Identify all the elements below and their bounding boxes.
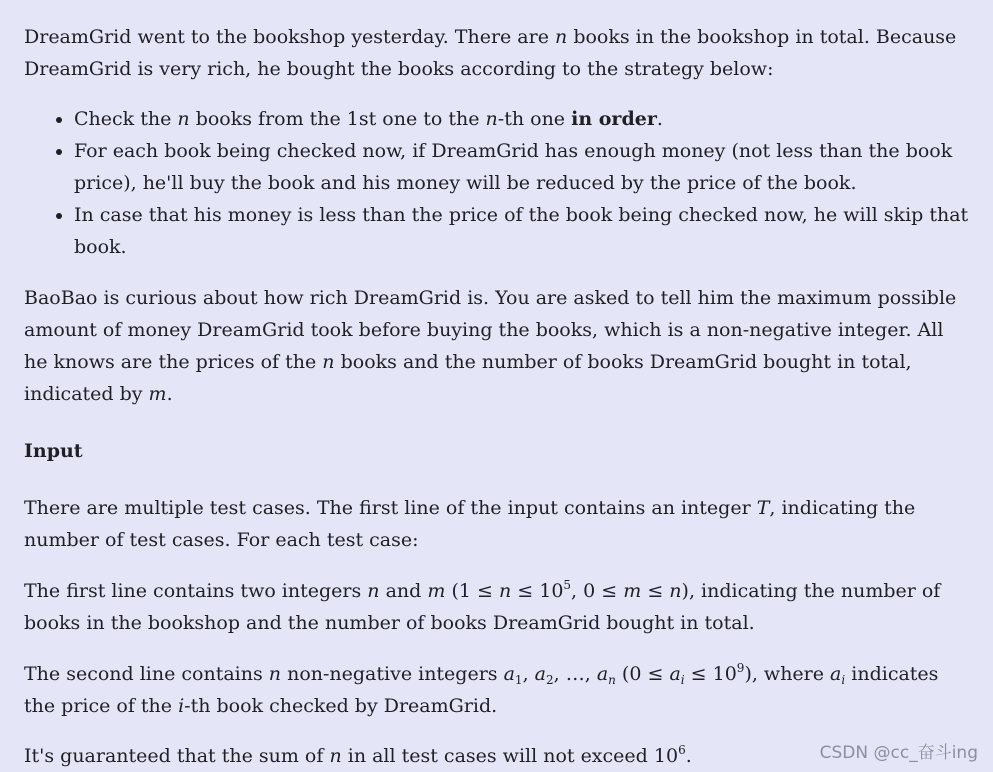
math-comma: , — [522, 663, 529, 685]
math-n: n — [555, 26, 568, 48]
math-n: n — [669, 580, 682, 602]
math-constraint: (0 ≤ — [621, 663, 664, 685]
p6-text-a: It's guaranteed that the sum of — [24, 745, 324, 767]
math-exponent: 9 — [736, 661, 745, 675]
input-paragraph-4 — [24, 740, 692, 772]
math-n: n — [329, 745, 342, 767]
in-order-bold: in order — [571, 108, 657, 130]
b1-text-c: -th one — [497, 108, 566, 130]
math-n: n — [268, 663, 282, 685]
math-n: n — [322, 351, 335, 373]
math-comma: , — [584, 663, 591, 685]
section-heading-input: Input — [24, 440, 83, 462]
p2-text-b: books and the number of books DreamGrid bought in total, indicated by — [24, 351, 912, 405]
strategy-item-3: • In case that his money is less than the price of the book being checked now, he will skip that book. — [74, 199, 969, 263]
intro-text-b: books in the bookshop in total. Because DreamGrid is very rich, he bought the books according to the strategy below: — [24, 26, 957, 80]
math-subscript: n — [608, 673, 616, 687]
input-paragraph-1 — [24, 492, 969, 556]
math-n: n — [177, 108, 190, 130]
math-exponent: 5 — [563, 578, 572, 592]
math-subscript: 1 — [514, 673, 523, 687]
p6-text-b: in all test cases will not exceed — [347, 745, 648, 767]
math-n: n — [485, 108, 498, 130]
strategy-item-1 — [74, 103, 969, 135]
math-a: a — [669, 663, 681, 685]
b1-text-a: Check the — [74, 108, 172, 130]
math-constraint: ≤ 10 — [517, 580, 564, 602]
p4-text-b: and — [385, 580, 422, 602]
p5-text-e: -th book checked by DreamGrid. — [184, 695, 498, 717]
math-n: n — [498, 580, 512, 602]
p4-text-c: ), indicating the number of books in the bookshop and the number of books DreamGrid bought in total. — [24, 580, 941, 634]
math-a: a — [830, 663, 842, 685]
csdn-watermark: CSDN @cc_奋斗ing — [819, 743, 978, 763]
intro-text-a: DreamGrid went to the bookshop yesterday. There are — [24, 26, 549, 48]
input-paragraph-2 — [24, 575, 969, 639]
math-exponent: 6 — [678, 743, 686, 757]
math-m: m — [427, 580, 446, 602]
math-comma: , — [553, 663, 560, 685]
math-i: i — [178, 695, 185, 717]
strategy-list — [24, 103, 969, 263]
math-number: 10 — [653, 745, 679, 767]
math-subscript: 2 — [545, 673, 554, 687]
math-ellipsis: … — [565, 663, 585, 685]
p6-text-c: . — [685, 745, 692, 767]
math-a: a — [534, 663, 546, 685]
b1-text-d: . — [656, 108, 663, 130]
math-a: a — [596, 663, 609, 685]
p5-text-c: ), where — [744, 663, 824, 685]
curiosity-paragraph — [24, 282, 969, 410]
math-m: m — [148, 383, 167, 405]
p4-text-a: The first line contains two integers — [24, 580, 362, 602]
math-a: a — [503, 663, 515, 685]
strategy-item-2: • For each book being checked now, if DreamGrid has enough money (not less than the book price), he'll buy the book and his money will be reduced by the price of the book. — [74, 135, 969, 199]
math-constraint: (1 ≤ — [451, 580, 493, 602]
math-constraint: , 0 ≤ — [571, 580, 618, 602]
math-constraint: ≤ 10 — [690, 663, 737, 685]
intro-paragraph — [24, 21, 969, 85]
math-T: T — [756, 497, 770, 519]
math-constraint: ≤ — [647, 580, 664, 602]
p5-text-b: non-negative integers — [287, 663, 498, 685]
math-subscript: i — [680, 673, 685, 687]
p2-text-a: BaoBao is curious about how rich DreamGrid is. You are asked to tell him the maximum possible amount of money DreamGrid took before buying the books, which is a non-negative integer. All he knows are the prices of the — [24, 287, 957, 373]
math-m: m — [623, 580, 642, 602]
math-subscript: i — [841, 673, 846, 687]
p3-text-a: There are multiple test cases. The first line of the input contains an integer — [24, 497, 751, 519]
p3-text-b: , indicating the number of test cases. For each test case: — [24, 497, 916, 551]
p5-text-a: The second line contains — [24, 663, 263, 685]
math-n: n — [367, 580, 380, 602]
p5-text-d: indicates the price of the — [24, 663, 939, 717]
p2-text-c: . — [166, 383, 173, 405]
input-paragraph-3 — [24, 658, 969, 722]
b1-text-b: books from the 1st one to the — [195, 108, 480, 130]
